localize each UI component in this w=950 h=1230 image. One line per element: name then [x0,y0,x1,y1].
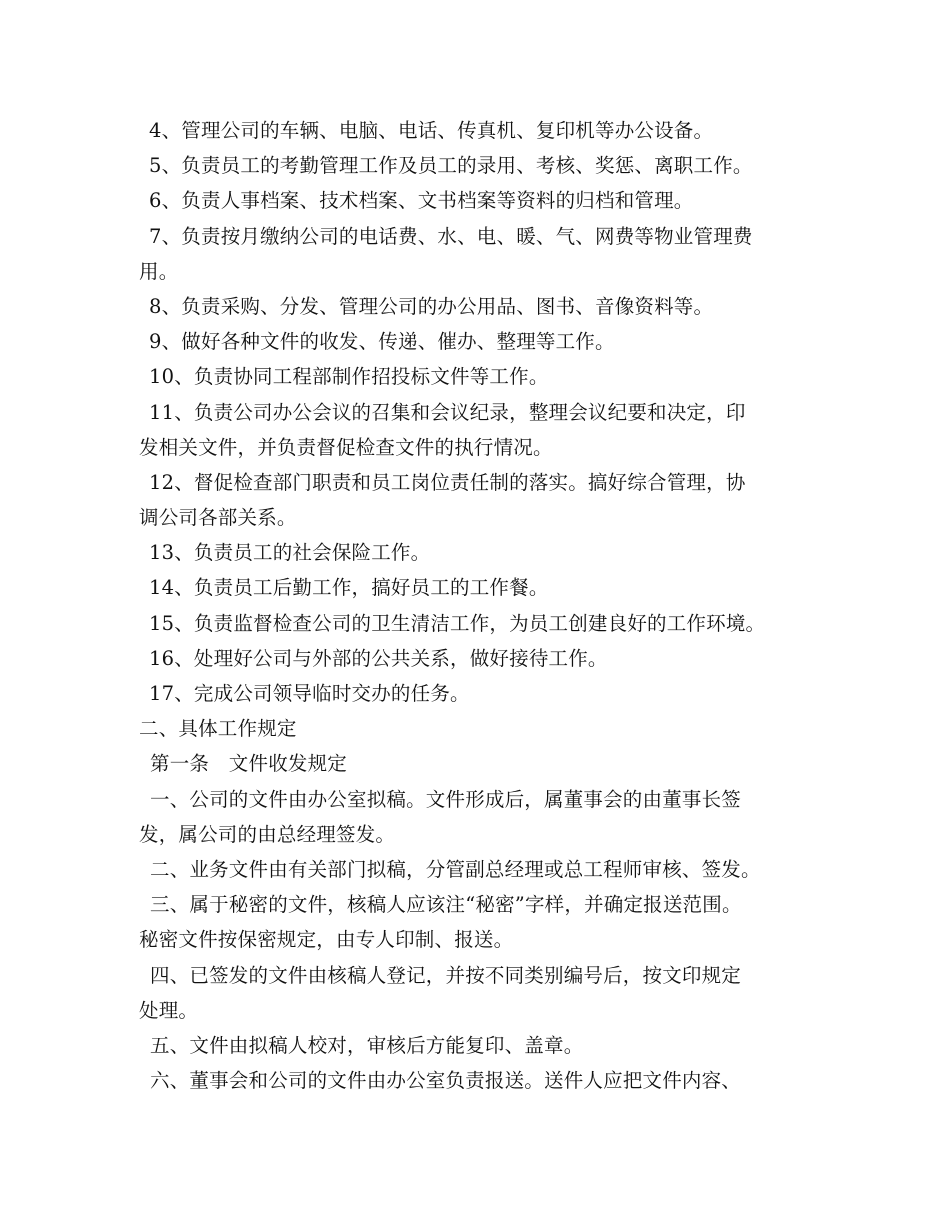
list-item-14: 14、负责员工后勤工作，搞好员工的工作餐。 [149,576,549,600]
list-item-7-continued: 用。 [139,259,179,283]
list-item-6: 6、负责人事档案、技术档案、文书档案等资料的归档和管理。 [149,189,694,213]
list-item-16: 16、处理好公司与外部的公共关系，做好接待工作。 [149,646,608,670]
list-item-8: 8、负责采购、分发、管理公司的办公用品、图书、音像资料等。 [149,294,714,318]
list-item-10: 10、负责协同工程部制作招投标文件等工作。 [149,365,549,389]
list-item-13: 13、负责员工的社会保险工作。 [149,541,431,565]
list-item-5: 5、负责员工的考勤管理工作及员工的录用、考核、奖惩、离职工作。 [149,154,753,178]
list-item-4: 4、管理公司的车辆、电脑、电话、传真机、复印机等办公设备。 [149,119,714,142]
list-item-11: 11、负责公司办公会议的召集和会议纪录，整理会议纪要和决定，印 [149,400,746,424]
document-body [139,113,839,1098]
section-heading: 二、具体工作规定 [139,717,297,741]
list-item-12: 12、督促检查部门职责和员工岗位责任制的落实。搞好综合管理，协 [149,470,746,494]
list-item-9: 9、做好各种文件的收发、传递、催办、整理等工作。 [149,330,615,354]
rule-item-3: 三、属于秘密的文件，核稿人应该注“秘密”字样，并确定报送范围。 [150,893,742,917]
rule-item-6: 六、董事会和公司的文件由办公室负责报送。送件人应把文件内容、 [150,1069,742,1093]
rule-item-1: 一、公司的文件由办公室拟稿。文件形成后，属董事会的由董事长签 [150,787,742,811]
rule-item-1-continued: 发，属公司的由总经理签发。 [139,822,396,846]
rule-item-4-continued: 处理。 [139,998,199,1022]
article-heading: 第一条 文件收发规定 [150,752,348,776]
list-item-17: 17、完成公司领导临时交办的任务。 [149,682,470,705]
rule-item-5: 五、文件由拟稿人校对，审核后方能复印、盖章。 [150,1033,584,1057]
list-item-15: 15、负责监督检查公司的卫生清洁工作，为员工创建良好的工作环境。 [149,611,766,635]
rule-item-2: 二、业务文件由有关部门拟稿，分管副总经理或总工程师审核、签发。 [150,857,761,881]
rule-item-3-continued: 秘密文件按保密规定，由专人印制、报送。 [139,928,514,952]
list-item-7: 7、负责按月缴纳公司的电话费、水、电、暖、气、网费等物业管理费 [149,224,753,248]
list-item-11-continued: 发相关文件，并负责督促检查文件的执行情况。 [139,435,553,459]
list-item-12-continued: 调公司各部关系。 [139,506,297,530]
rule-item-4: 四、已签发的文件由核稿人登记，并按不同类别编号后，按文印规定 [150,963,742,987]
